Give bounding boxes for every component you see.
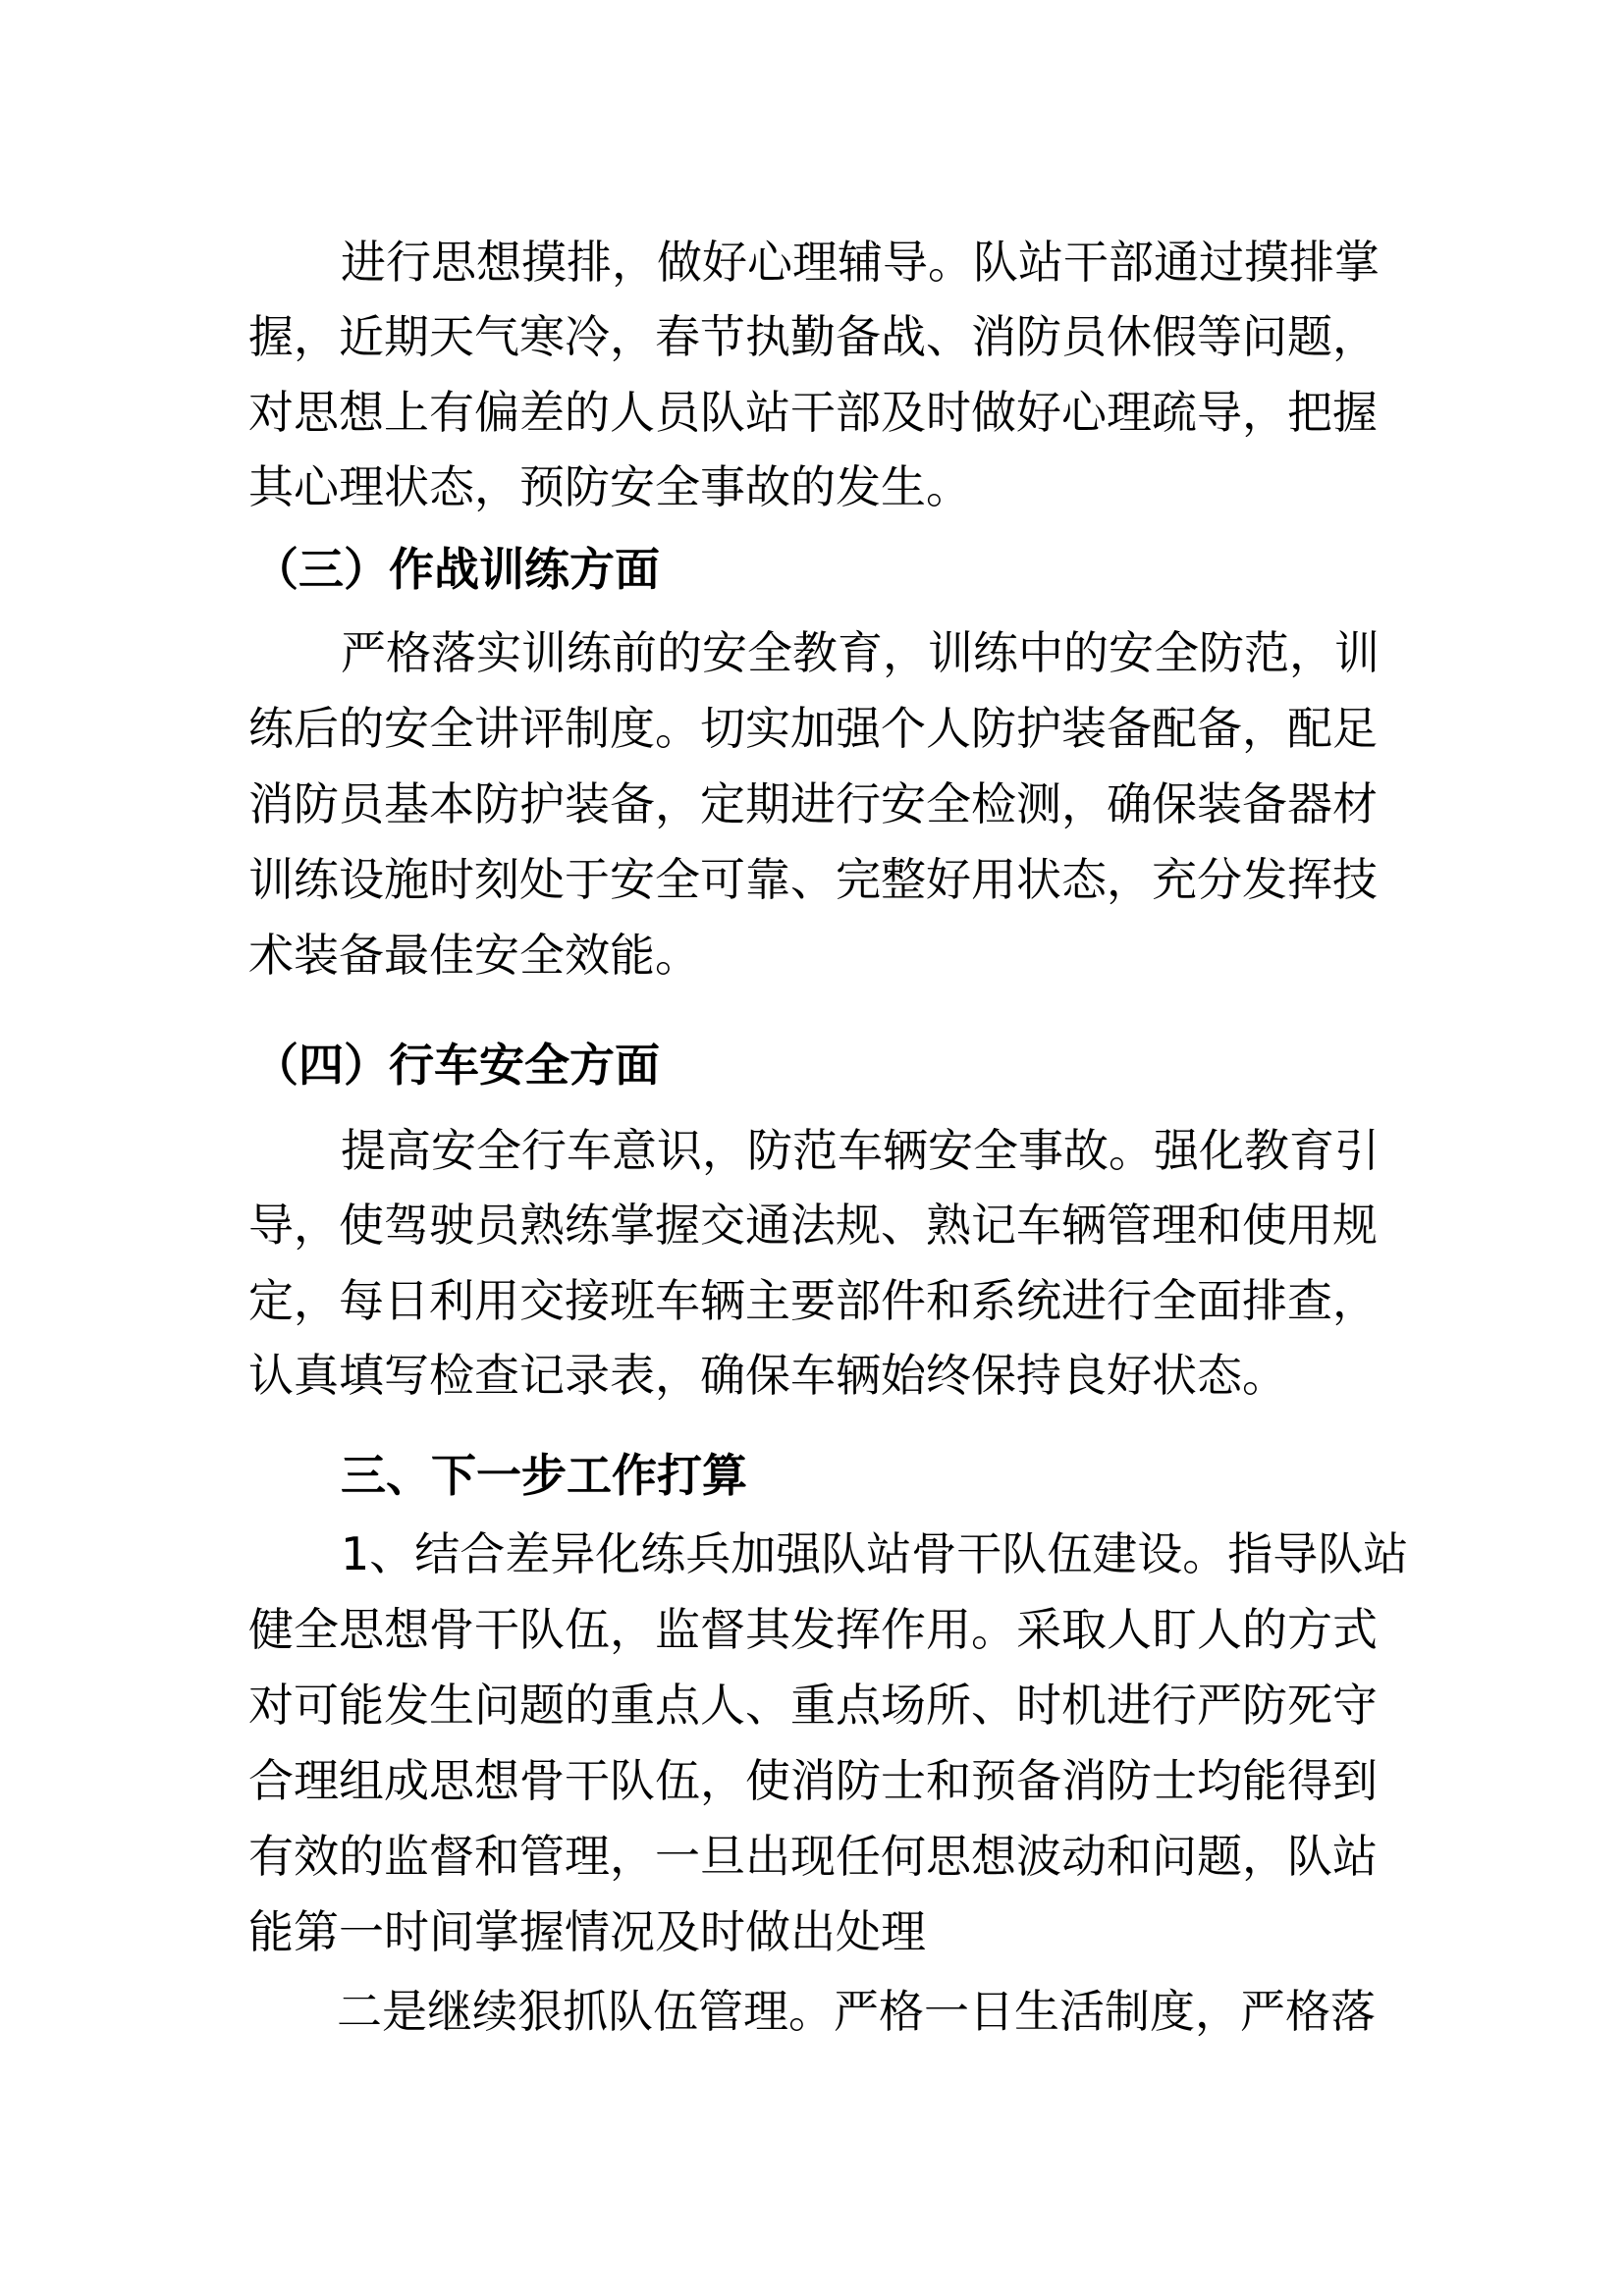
paragraph-line	[0, 852, 1624, 907]
paragraph-line-text: 1、结合差异化练兵加强队站骨干队伍建设。指导队站	[341, 1527, 1409, 1580]
paragraph-line	[0, 1602, 1624, 1657]
paragraph-line	[0, 1526, 1624, 1581]
paragraph-line	[0, 1273, 1624, 1328]
paragraph-line-text: 健全思想骨干队伍，监督其发挥作用。采取人盯人的方式	[248, 1603, 1378, 1656]
section-heading	[0, 1038, 1624, 1093]
paragraph-line	[0, 701, 1624, 756]
paragraph-line-text: 进行思想摸排，做好心理辅导。队站干部通过摸排掌	[341, 236, 1380, 289]
paragraph-line	[0, 1123, 1624, 1178]
paragraph-line-text: 合理组成思想骨干队伍，使消防士和预备消防士均能得到	[248, 1754, 1378, 1807]
paragraph-line	[0, 235, 1624, 290]
paragraph-line	[0, 1678, 1624, 1733]
paragraph-line-text: 练后的安全讲评制度。切实加强个人防护装备配备，配足	[248, 702, 1378, 755]
paragraph-line	[0, 1984, 1624, 2039]
paragraph-line-text: 对思想上有偏差的人员队站干部及时做好心理疏导，把握	[248, 386, 1378, 439]
heading-text: （四）行车安全方面	[253, 1039, 660, 1092]
paragraph-line-text: 认真填写检查记录表，确保车辆始终保持良好状态。	[248, 1349, 1287, 1402]
paragraph-line-text: 定，每日利用交接班车辆主要部件和系统进行全面排查，	[248, 1274, 1378, 1327]
section-heading	[0, 542, 1624, 597]
paragraph-line-text: 二是继续狠抓队伍管理。严格一日生活制度，严格落	[337, 1985, 1376, 2038]
paragraph-line	[0, 309, 1624, 364]
paragraph-line	[0, 1348, 1624, 1403]
paragraph-line	[0, 1198, 1624, 1253]
paragraph-line-text: 术装备最佳安全效能。	[248, 929, 700, 982]
heading-text: （三）作战训练方面	[253, 543, 660, 596]
paragraph-line-text: 其心理状态，预防安全事故的发生。	[248, 460, 971, 513]
paragraph-line	[0, 928, 1624, 983]
section-heading	[0, 1448, 1624, 1503]
heading-text: 三、下一步工作打算	[341, 1449, 747, 1502]
paragraph-line-text: 握，近期天气寒冷，春节执勤备战、消防员休假等问题，	[248, 310, 1378, 363]
paragraph-line	[0, 459, 1624, 514]
paragraph-line	[0, 625, 1624, 680]
paragraph-line	[0, 1904, 1624, 1959]
paragraph-line	[0, 1829, 1624, 1884]
paragraph-line	[0, 1753, 1624, 1808]
paragraph-line-text: 提高安全行车意识，防范车辆安全事故。强化教育引	[341, 1124, 1380, 1177]
paragraph-line-text: 消防员基本防护装备，定期进行安全检测，确保装备器材	[248, 777, 1378, 830]
paragraph-line-text: 导，使驾驶员熟练掌握交通法规、熟记车辆管理和使用规	[248, 1199, 1378, 1252]
paragraph-line-text: 训练设施时刻处于安全可靠、完整好用状态，充分发挥技	[248, 853, 1378, 906]
paragraph-line-text: 对可能发生问题的重点人、重点场所、时机进行严防死守	[248, 1679, 1378, 1732]
paragraph-line	[0, 385, 1624, 440]
paragraph-line-text: 能第一时间掌握情况及时做出处理	[248, 1905, 926, 1958]
paragraph-line-text: 有效的监督和管理，一旦出现任何思想波动和问题，队站	[248, 1830, 1378, 1883]
paragraph-line	[0, 776, 1624, 831]
paragraph-line-text: 严格落实训练前的安全教育，训练中的安全防范，训	[341, 626, 1380, 679]
